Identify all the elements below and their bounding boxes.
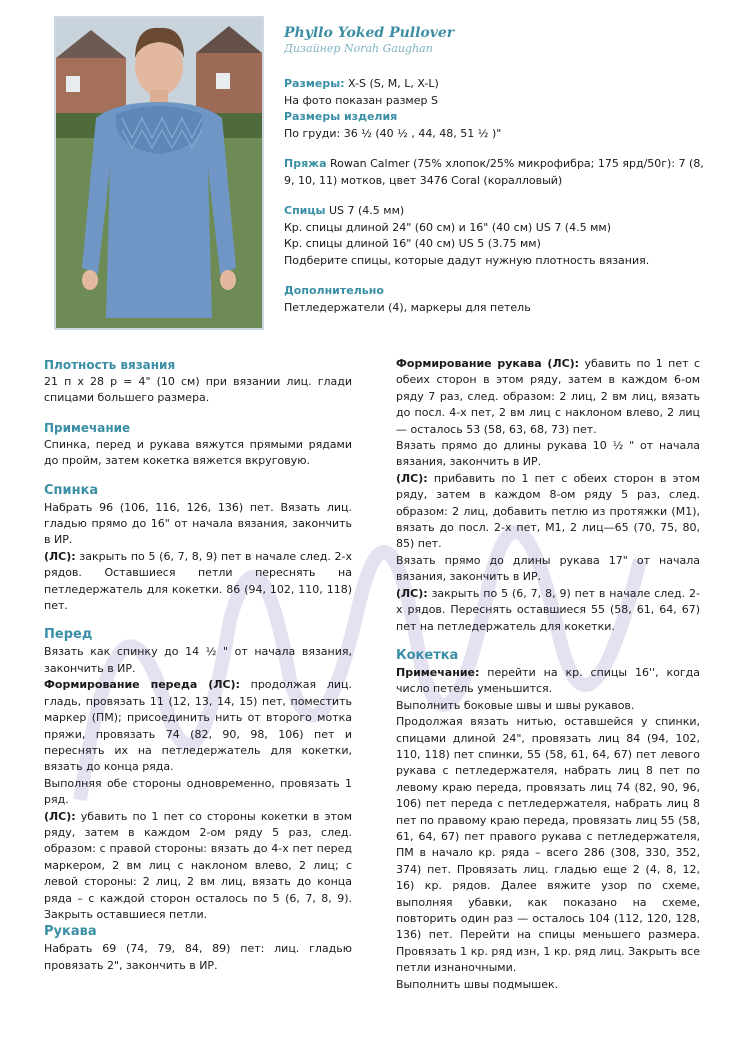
note-text: Спинка, перед и рукава вяжутся прямыми рядами до пройм, затем кокетка вяжется вкруговую. xyxy=(44,437,352,468)
pattern-header xyxy=(284,24,704,316)
yoke-note-text: перейти на кр. спицы 16'', когда число петель уменьшится. xyxy=(396,665,700,696)
left-column xyxy=(44,356,352,974)
yoke-instructions: Продолжая вязать нитью, оставшейся у спинки, спицами длиной 24", провязать лиц 84 (94, 102, 110, 118) пет спинки, 55 (58, 61, 64, 67) пет левого рукава с петледержателя, набрать лиц 8 пет по левому краю переда, провязать лиц 74 (82, 90, 96, 106) пет переда с петледержателя, набрать лиц 8 пет по правому краю переда, провязать лиц 55 (58, 61, 64, 67) пет правого рукава с петледержателя, ПМ в начало кр. ряда – всего 286 (308, 330, 352, 374) пет. Провязать лиц. гладью еще 2 (4, 8, 12, 16) кр. рядов. Далее вяжите узор по схеме, выполняя убавки, как показано на схеме, повторить один раз — осталось 104 (112, 120, 128, 136) пет. Перейти на спицы меньшего размера. Провязать 1 кр. ряд изн, 1 кр. ряд лиц. Закрыть все петли изнаночными. xyxy=(396,715,700,975)
sleeve-ls xyxy=(396,471,700,553)
yoke-underarm: Выполнить швы подмышек. xyxy=(396,977,559,991)
needles-circular-2: Кр. спицы длиной 16" (40 см) US 5 (3.75 мм) xyxy=(284,237,541,250)
back-ls-label: (ЛС): xyxy=(44,549,76,563)
front-ls xyxy=(44,809,352,924)
sizes-line xyxy=(284,76,704,93)
needles-gauge-note: Подберите спицы, которые дадут нужную плотность вязания. xyxy=(284,253,650,267)
gauge-text: 21 п х 28 р = 4" (10 см) при вязании лиц. глади спицами большего размера. xyxy=(44,375,352,405)
sleeve-shaping-label: Формирование рукава (ЛС): xyxy=(396,357,580,370)
yoke-note xyxy=(396,665,700,698)
front-ls-label: (ЛС): xyxy=(44,809,76,823)
model-photo xyxy=(54,16,264,330)
chest-size: По груди: 36 ½ (40 ½ , 44, 48, 51 ½ )" xyxy=(284,126,502,140)
photo-size: На фото показан размер S xyxy=(284,93,438,107)
yoke-seams: Выполнить боковые швы и швы рукавов. xyxy=(396,698,635,712)
extra-label: Дополнительно xyxy=(284,284,384,297)
sleeve-ls-label: (ЛС): xyxy=(396,471,428,485)
front-title: Перед xyxy=(44,627,93,643)
model-photo-illustration xyxy=(56,18,262,328)
sleeve-straight-2: Вязать прямо до длины рукава 17" от начала вязания, закончить в ИР. xyxy=(396,553,700,584)
front-text: Вязать как спинку до 14 ½ " от начала вязания, закончить в ИР. xyxy=(44,645,352,675)
front-both-sides: Выполняя обе стороны одновременно, провязать 1 ряд. xyxy=(44,776,352,807)
sleeve-ls-2 xyxy=(396,586,700,635)
garment-size-label: Размеры изделия xyxy=(284,110,398,123)
needles-circular-1: Кр. спицы длиной 24" (60 см) и 16" (40 см) US 7 (4.5 мм) xyxy=(284,220,611,234)
front-ls-text: убавить по 1 пет со стороны кокетки в этом ряду, затем в каждом 2-ом ряду 5 раз, след. образом: с правой стороны: вязать до 4-х пет перед маркером, 2 вм лиц с наклоном влево, 2 лиц; с левой стороны: 2 лиц, 2 вм лиц, вязать до конца ряда – с каждой сторон осталось по 5 (6, 7, 8, 9). Закрыть оставшиеся петли. xyxy=(44,809,352,921)
back-ls xyxy=(44,549,352,615)
sleeve-ls2-text: закрыть по 5 (6, 7, 8, 9) пет в начале след. 2-х рядов. Переснять оставшиеся 55 (58, 61, 64, 67) пет на петледержатель для кокетки. xyxy=(396,586,700,633)
pattern-title: Phyllo Yoked Pullover xyxy=(284,25,455,41)
back-text: Набрать 96 (106, 116, 126, 136) пет. Вязать лиц. гладью прямо до 16" от начала вязания, закончить в ИР. xyxy=(44,500,352,547)
back-ls-text: закрыть по 5 (6, 7, 8, 9) пет в начале след. 2-х рядов. Оставшиеся петли переснять на петледержатель для кокетки. 86 (94, 102, 110, 118) пет. xyxy=(44,549,352,613)
yarn-label: Пряжа xyxy=(284,157,327,170)
right-column xyxy=(396,356,700,993)
back-title: Спинка xyxy=(44,482,99,498)
sleeve-ls2-label: (ЛС): xyxy=(396,586,428,600)
sleeve-straight: Вязать прямо до длины рукава 10 ½ " от начала вязания, закончить в ИР. xyxy=(396,439,700,469)
yoke-note-label: Примечание: xyxy=(396,665,480,679)
yoke-title: Кокетка xyxy=(396,647,459,663)
designer-name: Дизайнер Norah Gaughan xyxy=(284,42,433,55)
needles-value: US 7 (4.5 мм) xyxy=(325,204,405,217)
front-shaping xyxy=(44,677,352,775)
yarn-line xyxy=(284,156,704,189)
sleeves-title: Рукава xyxy=(44,924,97,940)
yarn-value: Rowan Calmer (75% хлопок/25% микрофибра; 175 ярд/50г): 7 (8, 9, 10, 11) мотков, цвет 3476 Coral (коралловый) xyxy=(284,157,704,187)
note-title: Примечание xyxy=(44,420,131,435)
sleeve-shaping-text: убавить по 1 пет с обеих сторон в этом ряду, затем в каждом 6-ом ряду 7 раз, след. образом: 2 лиц, 2 вм лиц, вязать до посл. 4-х пет, 2 вм лиц с наклоном влево, 2 лиц— осталось 53 (58, 63, 68, 73) пет. xyxy=(396,357,700,436)
front-shaping-text: продолжая лиц. гладь, провязать 11 (12, 13, 14, 15) пет, поместить маркер (ПМ); присоединить нить от второго мотка пряжи, провязать 74 (82, 90, 98, 106) пет и переснять их на петледержатель для кокетки, вязать до конца ряда. xyxy=(44,678,352,774)
sleeve-shaping xyxy=(396,356,700,438)
sleeves-text: Набрать 69 (74, 79, 84, 89) пет: лиц. гладью провязать 2", закончить в ИР. xyxy=(44,942,352,972)
sleeve-ls-text: прибавить по 1 пет с обеих сторон в этом ряду, затем в каждом 8-ом ряду 5 раз, след. образом: 2 лиц, добавить петлю из протяжки (М1), вязать до посл. 2-х пет, М1, 2 лиц—65 (70, 75, 80, 85) пет. xyxy=(396,471,700,551)
sizes-label: Размеры: xyxy=(284,77,345,90)
sizes-value: X-S (S, M, L, X-L) xyxy=(344,77,439,90)
front-shaping-label: Формирование переда (ЛС): xyxy=(44,678,240,692)
needles-label: Спицы xyxy=(284,204,326,217)
needles-line xyxy=(284,203,704,220)
gauge-title: Плотность вязания xyxy=(44,358,176,372)
extra-value: Петледержатели (4), маркеры для петель xyxy=(284,300,531,314)
